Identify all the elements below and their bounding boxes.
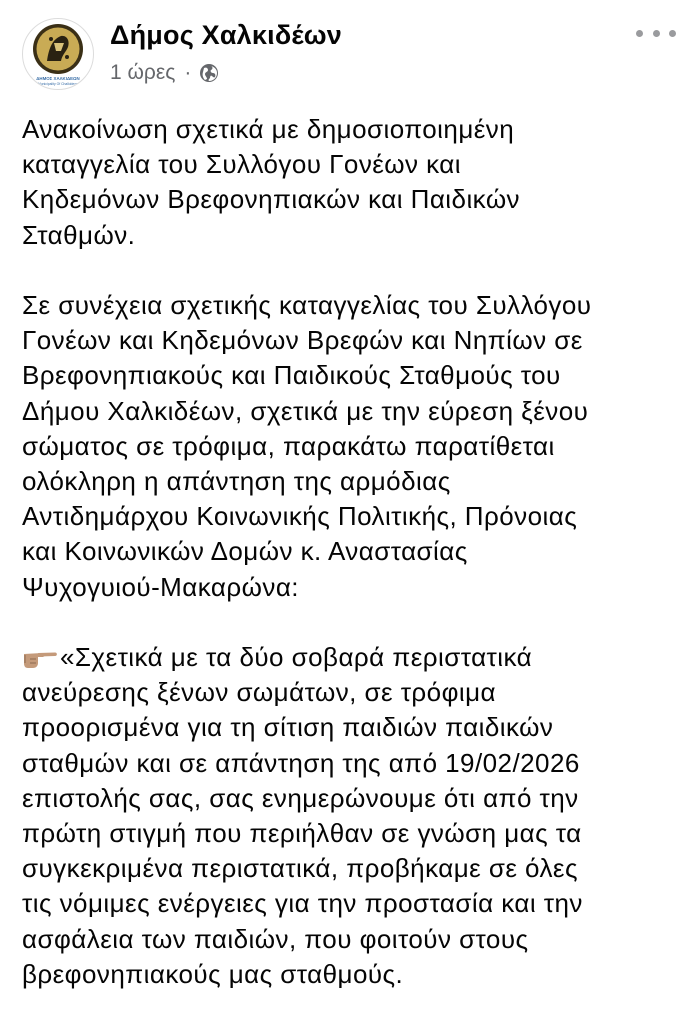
meta-separator: · xyxy=(184,61,192,84)
post-timestamp[interactable]: 1 ώρες xyxy=(110,61,176,84)
more-options-icon[interactable] xyxy=(636,22,676,44)
globe-icon[interactable] xyxy=(199,63,219,83)
post-body xyxy=(22,112,687,1027)
quote-paragraph xyxy=(22,640,687,992)
post-meta xyxy=(110,60,219,86)
pointing-hand-icon xyxy=(22,644,58,670)
quote-text: «Σχετικά με τα δύο σοβαρά περιστατικά ανεύρεσης ξένων σωμάτων, σε τρόφιμα προορισμένα για τη σίτιση παιδιών παιδικών σταθμών και σε απάντηση της από 19/02/2026 επιστολής σας, σας ενημερώνουμε ότι από την πρώτη στιγμή που περιήλθαν σε γνώση μας τα συγκεκριμένα περιστατικά, προβήκαμε σε όλες τις νόμιμες ενέργειες για την προστασία και την ασφάλεια των παιδιών, που φοιτούν στους βρεφονηπιακούς μας σταθμούς. xyxy=(22,642,583,989)
avatar[interactable] xyxy=(22,18,94,90)
post-paragraph: Σε συνέχεια σχετικής καταγγελίας του Συλλόγου Γονέων και Κηδεμόνων Βρεφών και Νηπίων σε Βρεφονηπιακούς και Παιδικούς Σταθμούς του Δήμου Χαλκιδέων, σχετικά με την εύρεση ξένου σώματος σε τρόφιμα, παρακάτω παρατίθεται ολόκληρη η απάντηση της αρμόδιας Αντιδημάρχου Κοινωνικής Πολιτικής, Πρόνοιας και Κοινωνικών Δομών κ. Αναστασίας Ψυχογυιού-Μακαρώνα: xyxy=(22,290,592,602)
avatar-text-bottom: Municipality Of Chalkideon xyxy=(37,82,79,86)
post-paragraph: Ανακοίνωση σχετικά με δημοσιοποιημένη καταγγελία του Συλλόγου Γονέων και Κηδεμόνων Βρεφονηπιακών και Παιδικών Σταθμών. xyxy=(22,114,521,250)
post-header xyxy=(0,0,692,104)
avatar-text-top: ΔΗΜΟΣ ΧΑΛΚΙΔΕΩΝ xyxy=(36,76,80,81)
page-name[interactable]: Δήμος Χαλκιδέων xyxy=(110,20,343,50)
municipality-logo xyxy=(23,19,93,89)
